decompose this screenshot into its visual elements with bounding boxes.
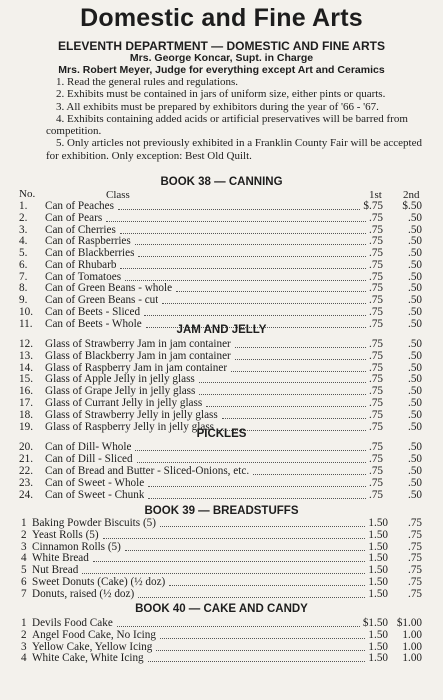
first-prize: .75: [369, 338, 383, 350]
first-prize: $.75: [363, 200, 383, 212]
leader-dots: [82, 573, 365, 574]
entry-number: 18.: [19, 408, 33, 421]
first-prize: 1.50: [368, 540, 388, 553]
entry-number: 21.: [19, 452, 33, 465]
first-prize: .75: [369, 211, 383, 224]
rule-item: 2. Exhibits must be contained in jars of uniform size, either pints or quarts.: [56, 88, 386, 101]
leader-dots: [176, 291, 366, 292]
first-prize: .75: [369, 270, 383, 283]
entry-number: 6: [21, 576, 27, 588]
leader-dots: [148, 498, 366, 499]
second-prize: .50: [408, 385, 422, 398]
first-prize: .75: [369, 223, 383, 236]
second-prize: .50: [408, 305, 422, 318]
second-prize: .50: [408, 223, 422, 236]
entry-number: 7.: [19, 270, 28, 283]
leader-dots: [235, 359, 366, 360]
leader-dots: [235, 347, 366, 348]
leader-dots: [120, 233, 366, 234]
second-prize: 1.00: [402, 640, 422, 653]
entry-class-name: Can of Sweet - Whole: [45, 476, 145, 489]
entry-class-name: Glass of Strawberry Jam in jam container: [45, 338, 231, 350]
entry-number: 3.: [19, 223, 28, 236]
second-prize: .75: [408, 552, 422, 565]
leader-dots: [103, 538, 365, 539]
entry-class-name: Can of Beets - Whole: [45, 317, 142, 330]
column-header-first: 1st: [369, 189, 382, 201]
entry-class-name: Can of Cherries: [45, 223, 116, 236]
first-prize: .75: [369, 452, 383, 465]
entry-class-name: Baking Powder Biscuits (5): [32, 517, 156, 529]
first-prize: .75: [369, 349, 383, 362]
second-prize: .50: [408, 270, 422, 283]
first-prize: .75: [369, 441, 383, 453]
first-prize: 1.50: [368, 640, 388, 653]
entry-number: 4.: [19, 235, 28, 248]
leader-dots: [135, 450, 366, 451]
entry-number: 1: [21, 617, 27, 629]
entry-number: 20.: [19, 441, 33, 453]
entry-number: 15.: [19, 373, 33, 386]
second-prize: .75: [408, 587, 422, 600]
entry-class-name: Can of Blackberries: [45, 247, 135, 259]
entry-number: 7: [21, 587, 27, 600]
entry-number: 2: [21, 528, 27, 541]
first-prize: 1.50: [368, 587, 388, 600]
leader-dots: [125, 280, 366, 281]
first-prize: .75: [369, 397, 383, 409]
entry-class-name: Can of Sweet - Chunk: [45, 488, 145, 501]
leader-dots: [137, 462, 366, 463]
leader-dots: [135, 244, 366, 245]
entry-number: 2.: [19, 211, 28, 224]
entry-number: 5.: [19, 247, 28, 259]
leader-dots: [148, 661, 365, 662]
entry-number: 17.: [19, 397, 33, 409]
second-prize: .75: [408, 517, 422, 529]
entry-class-name: Yeast Rolls (5): [32, 528, 99, 541]
department-heading: ELEVENTH DEPARTMENT — DOMESTIC AND FINE ARTS: [58, 39, 385, 53]
second-prize: .50: [408, 420, 422, 433]
section-title: JAM AND JELLY: [176, 324, 267, 336]
entry-row: [0, 489, 443, 502]
second-prize: .50: [408, 361, 422, 374]
leader-dots: [222, 418, 366, 419]
column-header-second: 2nd: [403, 189, 420, 201]
leader-dots: [138, 256, 366, 257]
leader-dots: [125, 550, 365, 551]
first-prize: .75: [369, 420, 383, 433]
first-prize: .75: [369, 408, 383, 421]
first-prize: 1.50: [368, 564, 388, 577]
judge-line: Mrs. Robert Meyer, Judge for everything except Art and Ceramics: [58, 64, 385, 76]
entry-class-name: Yellow Cake, Yellow Icing: [32, 640, 153, 653]
entry-class-name: Can of Tomatoes: [45, 270, 122, 283]
entry-class-name: Can of Rhubarb: [45, 258, 117, 271]
entry-class-name: Glass of Blackberry Jam in jam container: [45, 349, 231, 362]
entry-class-name: Glass of Strawberry Jelly in jelly glass: [45, 408, 218, 421]
first-prize: .75: [369, 385, 383, 398]
entry-number: 9.: [19, 294, 28, 306]
entry-class-name: Can of Peaches: [45, 200, 114, 212]
entry-row: [0, 652, 443, 665]
leader-dots: [162, 303, 366, 304]
leader-dots: [138, 597, 365, 598]
rule-item: 4. Exhibits containing added acids or artificial preservatives will be barred from competition.: [46, 112, 408, 138]
first-prize: .75: [369, 305, 383, 318]
first-prize: .75: [369, 258, 383, 271]
entry-number: 10.: [19, 305, 33, 318]
second-prize: 1.00: [402, 652, 422, 665]
first-prize: 1.50: [368, 576, 388, 588]
first-prize: .75: [369, 235, 383, 248]
first-prize: 1.50: [368, 652, 388, 665]
leader-dots: [160, 526, 365, 527]
second-prize: .50: [408, 317, 422, 330]
entry-row: [0, 588, 443, 601]
entry-class-name: Can of Dill - Sliced: [45, 452, 133, 465]
entry-number: 8.: [19, 282, 28, 295]
first-prize: .75: [369, 476, 383, 489]
second-prize: .50: [408, 373, 422, 386]
entry-class-name: Glass of Raspberry Jelly in jelly glass: [45, 420, 215, 433]
second-prize: .50: [408, 349, 422, 362]
column-header-no: No.: [19, 188, 36, 200]
second-prize: .50: [408, 464, 422, 477]
entry-class-name: Can of Raspberries: [45, 235, 131, 248]
leader-dots: [118, 209, 360, 210]
leader-dots: [199, 382, 366, 383]
leader-dots: [169, 585, 365, 586]
first-prize: .75: [369, 247, 383, 259]
entry-number: 3: [21, 640, 27, 653]
leader-dots: [199, 394, 366, 395]
entry-number: 19.: [19, 420, 33, 433]
entry-number: 4: [21, 552, 27, 565]
second-prize: $1.00: [396, 617, 422, 629]
entry-number: 1.: [19, 200, 28, 212]
entry-class-name: Can of Bread and Butter - Sliced-Onions, etc.: [45, 464, 250, 477]
entry-class-name: Glass of Grape Jelly in jelly glass: [45, 385, 196, 398]
entry-class-name: Angel Food Cake, No Icing: [32, 628, 156, 641]
second-prize: .50: [408, 452, 422, 465]
entry-class-name: Glass of Currant Jelly in jelly glass: [45, 397, 203, 409]
rule-item: 3. All exhibits must be prepared by exhibitors during the year of '66 - '67.: [56, 100, 379, 113]
entry-class-name: Sweet Donuts (Cake) (½ doz): [32, 576, 166, 588]
leader-dots: [148, 486, 366, 487]
column-header-class: Class: [106, 189, 130, 201]
entry-number: 16.: [19, 385, 33, 398]
second-prize: .50: [408, 211, 422, 224]
second-prize: .50: [408, 408, 422, 421]
entry-class-name: Can of Beets - Sliced: [45, 305, 141, 318]
second-prize: .50: [408, 258, 422, 271]
entry-number: 23.: [19, 476, 33, 489]
leader-dots: [231, 371, 366, 372]
leader-dots: [120, 268, 366, 269]
leader-dots: [253, 474, 366, 475]
entry-number: 12.: [19, 338, 33, 350]
section-title: BOOK 38 — CANNING: [160, 176, 283, 188]
first-prize: $1.50: [362, 617, 388, 629]
entry-number: 13.: [19, 349, 33, 362]
entry-class-name: Can of Pears: [45, 211, 103, 224]
second-prize: .50: [408, 247, 422, 259]
entry-number: 6.: [19, 258, 28, 271]
first-prize: .75: [369, 361, 383, 374]
entry-class-name: Can of Dill- Whole: [45, 441, 132, 453]
second-prize: 1.00: [402, 628, 422, 641]
entry-number: 11.: [19, 317, 33, 330]
entry-class-name: White Bread: [32, 552, 89, 565]
first-prize: .75: [369, 317, 383, 330]
first-prize: .75: [369, 464, 383, 477]
entry-class-name: Cinnamon Rolls (5): [32, 540, 121, 553]
leader-dots: [144, 315, 366, 316]
rule-item: 5. Only articles not previously exhibited in a Franklin County Fair will be accepted for exhibition. Only exception: Best Old Quilt.: [46, 137, 422, 162]
leader-dots: [93, 561, 365, 562]
second-prize: .50: [408, 294, 422, 306]
second-prize: .50: [408, 488, 422, 501]
first-prize: 1.50: [368, 628, 388, 641]
entry-number: 5: [21, 564, 27, 577]
second-prize: .75: [408, 576, 422, 588]
second-prize: .50: [408, 282, 422, 295]
entry-number: 22.: [19, 464, 33, 477]
entry-class-name: Nut Bread: [32, 564, 79, 577]
first-prize: .75: [369, 373, 383, 386]
leader-dots: [117, 626, 360, 627]
entry-number: 24.: [19, 488, 33, 501]
rules-list: [46, 76, 424, 162]
second-prize: .75: [408, 564, 422, 577]
section-title: PICKLES: [196, 428, 247, 440]
entry-class-name: Donuts, raised (½ doz): [32, 587, 135, 600]
second-prize: .50: [408, 338, 422, 350]
second-prize: .75: [408, 540, 422, 553]
first-prize: .75: [369, 488, 383, 501]
second-prize: $.50: [402, 200, 422, 212]
entry-class-name: Devils Food Cake: [32, 617, 113, 629]
rule-item: 1. Read the general rules and regulations.: [56, 76, 239, 88]
page-title: Domestic and Fine Arts: [80, 4, 363, 32]
leader-dots: [160, 638, 365, 639]
first-prize: 1.50: [368, 517, 388, 529]
first-prize: 1.50: [368, 528, 388, 541]
entry-class-name: Can of Green Beans - cut: [45, 294, 159, 306]
superintendent-line: Mrs. George Koncar, Supt. in Charge: [129, 52, 314, 64]
leader-dots: [106, 221, 366, 222]
section-title: BOOK 39 — BREADSTUFFS: [144, 505, 299, 517]
second-prize: .50: [408, 476, 422, 489]
entry-number: 14.: [19, 361, 33, 374]
entry-class-name: Can of Green Beans - whole: [45, 282, 173, 295]
entry-number: 3: [21, 540, 27, 553]
first-prize: 1.50: [368, 552, 388, 565]
first-prize: .75: [369, 294, 383, 306]
second-prize: .75: [408, 528, 422, 541]
section-title: BOOK 40 — CAKE AND CANDY: [135, 603, 308, 615]
entry-class-name: Glass of Raspberry Jam in jam container: [45, 361, 228, 374]
entry-number: 1: [21, 517, 27, 529]
entry-class-name: White Cake, White Icing: [32, 652, 144, 665]
leader-dots: [206, 406, 366, 407]
second-prize: .50: [408, 441, 422, 453]
entry-number: 2: [21, 628, 27, 641]
entry-class-name: Glass of Apple Jelly in jelly glass: [45, 373, 195, 386]
second-prize: .50: [408, 235, 422, 248]
first-prize: .75: [369, 282, 383, 295]
entry-number: 4: [21, 652, 27, 665]
leader-dots: [156, 650, 365, 651]
second-prize: .50: [408, 397, 422, 409]
